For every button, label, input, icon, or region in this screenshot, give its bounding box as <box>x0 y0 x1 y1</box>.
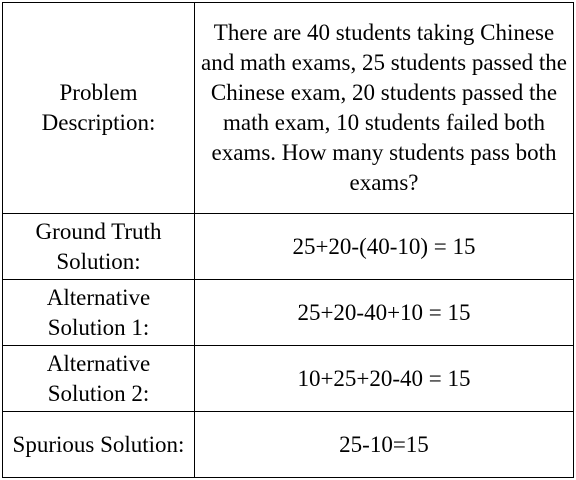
row-label: Problem Description: <box>3 3 195 214</box>
row-label: Alternative Solution 2: <box>3 346 195 412</box>
problem-description-text: There are 40 students taking Chinese and math exams, 25 students passed the Chinese exam, 20 students passed the math exam, 10 students failed both exams. How many students pass both exams? <box>195 3 574 214</box>
table-row-spurious <box>3 412 574 478</box>
table-row-alternative-1 <box>3 280 574 346</box>
table-row-ground-truth <box>3 214 574 280</box>
table-row-problem <box>3 3 574 214</box>
solutions-table <box>2 2 574 478</box>
row-label: Alternative Solution 1: <box>3 280 195 346</box>
solution-expression: 10+25+20-40 = 15 <box>195 346 574 412</box>
solution-expression: 25+20-(40-10) = 15 <box>195 214 574 280</box>
table-row-alternative-2 <box>3 346 574 412</box>
row-label: Spurious Solution: <box>3 412 195 478</box>
row-label: Ground Truth Solution: <box>3 214 195 280</box>
solution-expression: 25-10=15 <box>195 412 574 478</box>
solution-expression: 25+20-40+10 = 15 <box>195 280 574 346</box>
